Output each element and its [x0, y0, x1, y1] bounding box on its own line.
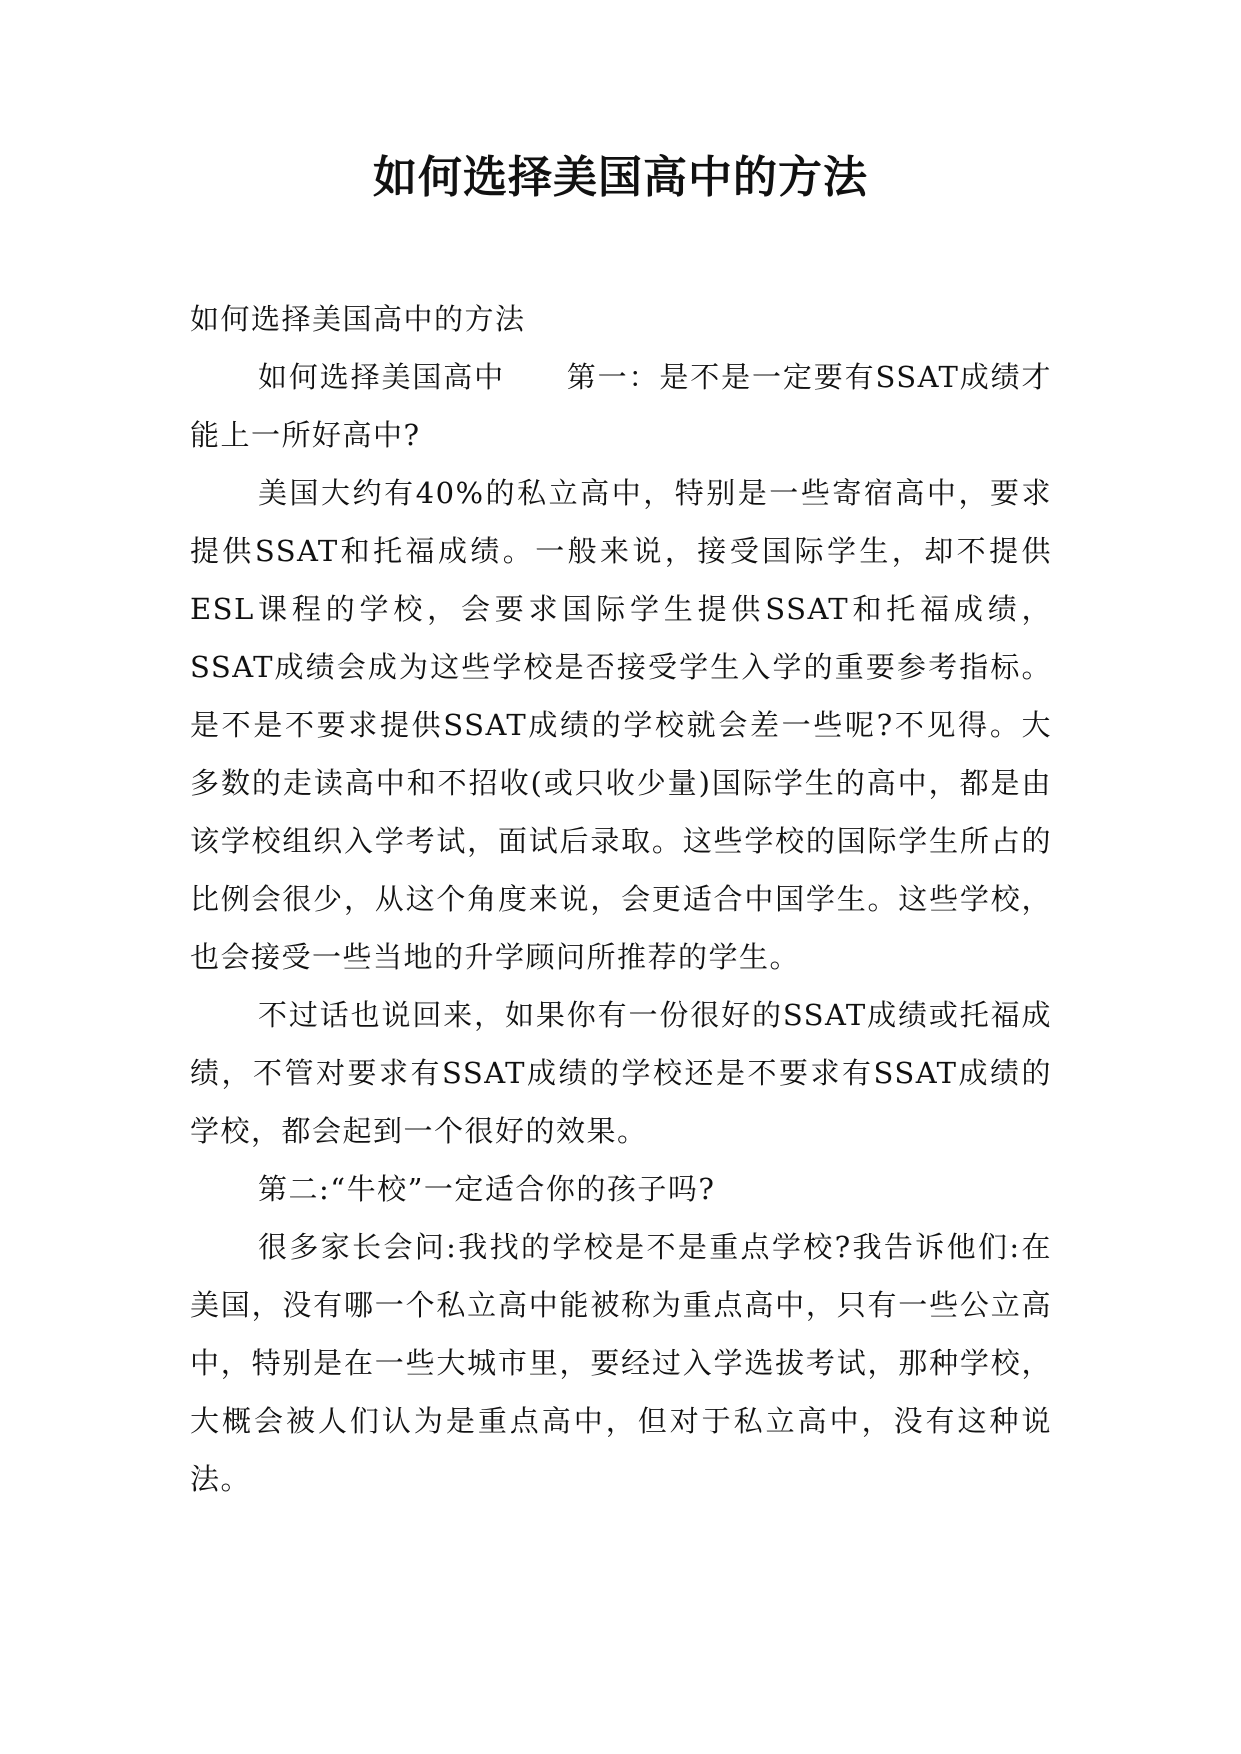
paragraph-ssat-requirements: 美国大约有40%的私立高中，特别是一些寄宿高中，要求提供SSAT和托福成绩。一般来说，接受国际学生，却不提供ESL课程的学校，会要求国际学生提供SSAT和托福成绩，SSAT成绩会成为这些学校是否接受学生入学的重要参考指标。是不是不要求提供SSAT成绩的学校就会差一些呢?不见得。大多数的走读高中和不招收(或只收少量)国际学生的高中，都是由该学校组织入学考试，面试后录取。这些学校的国际学生所占的比例会很少，从这个角度来说，会更适合中国学生。这些学校，也会接受一些当地的升学顾问所推荐的学生。 — [190, 476, 1052, 974]
paragraph-key-schools: 很多家长会问:我找的学校是不是重点学校?我告诉他们:在美国，没有哪一个私立高中能被称为重点高中，只有一些公立高中，特别是在一些大城市里，要经过入学选拔考试，那种学校，大概会被人们认为是重点高中，但对于私立高中，没有这种说法。 — [190, 1230, 1052, 1496]
document-body — [190, 290, 1052, 1508]
document-title: 如何选择美国高中的方法 — [373, 152, 868, 203]
paragraph-heading: 如何选择美国高中的方法 — [190, 302, 526, 336]
paragraph-question-one: 如何选择美国高中 第一：是不是一定要有SSAT成绩才能上一所好高中? — [190, 360, 1052, 452]
paragraph-ssat-benefit: 不过话也说回来，如果你有一份很好的SSAT成绩或托福成绩，不管对要求有SSAT成绩的学校还是不要求有SSAT成绩的学校，都会起到一个很好的效果。 — [190, 998, 1052, 1148]
paragraph-question-two: 第二:“牛校”一定适合你的孩子吗? — [258, 1172, 716, 1206]
